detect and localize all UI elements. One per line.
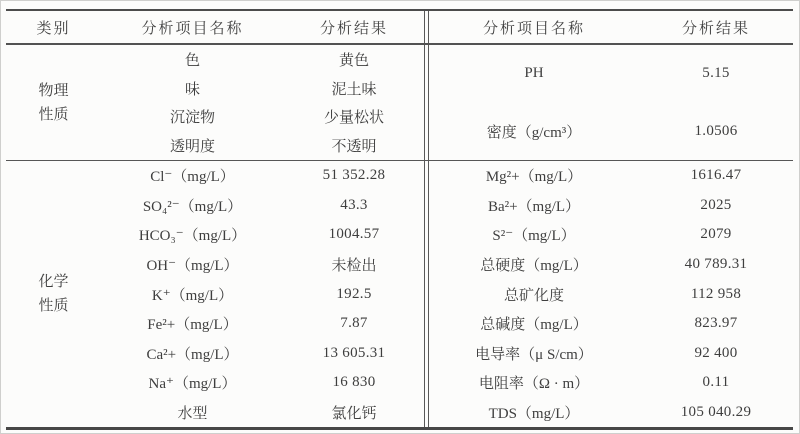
result-cell: 泥土味 [331,81,377,98]
table-row [101,220,424,250]
result-cell: 112 958 [690,285,742,302]
table-row [429,45,793,103]
water-analysis-table [6,9,793,430]
result-cell: 少量松状 [323,110,384,127]
category-label-line: 性质 [38,298,69,314]
item-name-cell: 密度（g/cm³） [486,124,582,141]
table-row [429,279,793,309]
category-cell-physical [6,45,101,160]
table-row [429,220,793,250]
item-name-cell: 总碱度（mg/L） [480,317,588,334]
table-row [429,368,793,398]
item-name-cell: Mg²+（mg/L） [485,169,583,186]
item-name-cell: Ca²+（mg/L） [146,346,239,363]
result-cell: 黄色 [338,52,369,69]
table-row [429,161,793,191]
table-row [101,309,424,339]
chemical-properties-section [6,161,793,427]
result-cell: 105 040.29 [680,403,752,420]
header-category: 类别 [36,20,71,37]
table-row [429,250,793,280]
item-name-cell: Na⁺（mg/L） [148,376,237,393]
table-row [101,161,424,191]
table-row [101,74,424,103]
header-item-name-right: 分析项目名称 [482,20,585,37]
result-cell: 1.0506 [694,122,738,139]
table-row [429,103,793,161]
item-name-cell: 透明度 [169,139,215,156]
item-name-cell: 味 [184,81,200,98]
item-name-cell: TDS（mg/L） [488,405,580,422]
table-header-row [6,11,793,45]
item-name-cell: 沉淀物 [169,110,215,127]
category-label-line: 性质 [38,106,69,123]
result-cell: 92 400 [694,344,738,361]
result-cell: 16 830 [332,374,376,391]
item-name-cell: S²⁻（mg/L） [492,228,576,245]
table-row [101,279,424,309]
table-row [101,191,424,221]
item-name-cell: 水型 [177,405,208,422]
category-cell-chemical [6,161,101,427]
header-result-right: 分析结果 [681,20,750,37]
result-cell: 不透明 [331,139,377,156]
table-row [101,338,424,368]
table-row [101,131,424,160]
result-cell: 2079 [700,226,732,243]
table-row [101,103,424,132]
item-name-cell: 总硬度（mg/L） [480,257,588,274]
table-row [429,309,793,339]
table-row [429,191,793,221]
table-row [101,250,424,280]
item-name-cell: 电导率（μ S/cm） [475,346,593,363]
table-row [429,398,793,428]
result-cell: 2025 [700,196,732,213]
header-item-name-left: 分析项目名称 [141,20,244,37]
category-label-line: 化学 [38,274,69,290]
item-name-cell: SO₄²⁻（mg/L） [142,198,243,215]
result-cell: 7.87 [340,315,368,332]
table-row [101,398,424,428]
result-cell: 氯化钙 [331,405,377,422]
result-cell: 1004.57 [328,226,380,243]
item-name-cell: Fe²+（mg/L） [147,317,238,334]
header-result-left: 分析结果 [319,20,388,37]
item-name-cell: K⁺（mg/L） [151,287,234,304]
item-name-cell: 总矿化度 [503,287,564,304]
result-cell: 823.97 [694,315,738,332]
item-name-cell: OH⁻（mg/L） [146,257,239,274]
result-cell: 未检出 [331,257,377,274]
item-name-cell: HCO₃⁻（mg/L） [138,228,247,245]
table-row [101,368,424,398]
physical-properties-section [6,45,793,161]
table-row [429,338,793,368]
category-label-line: 物理 [38,82,69,99]
item-name-cell: PH [524,65,544,82]
result-cell: 51 352.28 [322,167,386,184]
item-name-cell: Cl⁻（mg/L） [150,169,235,186]
item-name-cell: 电阻率（Ω · m） [478,376,590,393]
result-cell: 0.11 [702,374,730,391]
table-row [101,45,424,74]
item-name-cell: Ba²+（mg/L） [487,198,581,215]
result-cell: 40 789.31 [684,255,748,272]
result-cell: 1616.47 [690,167,742,184]
result-cell: 43.3 [340,196,368,213]
result-cell: 5.15 [702,65,730,82]
result-cell: 13 605.31 [322,344,386,361]
result-cell: 192.5 [336,285,372,302]
item-name-cell: 色 [184,52,200,69]
